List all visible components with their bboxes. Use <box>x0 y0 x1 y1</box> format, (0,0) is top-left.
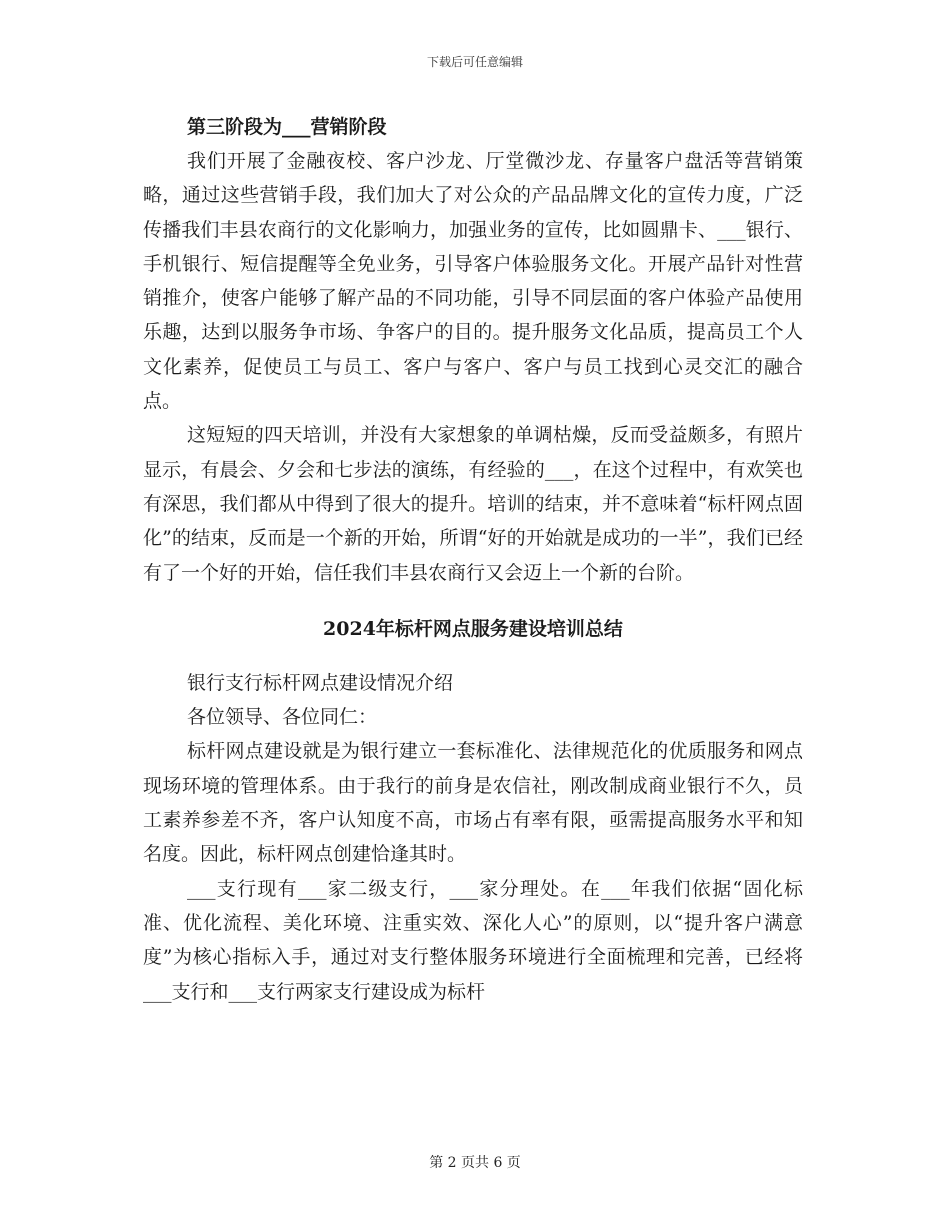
paragraph: 这短短的四天培训，并没有大家想象的单调枯燥，反而受益颇多，有照片显示，有晨会、夕会和七步法的演练，有经验的___，在这个过程中，有欢笑也有深思，我们都从中得到了很大的提升。培训的结束，并不意味着“标杆网点固化”的结束，反而是一个新的开始，所谓“好的开始就是成功的一半”，我们已经有了一个好的开始，信任我们丰县农商行又会迈上一个新的台阶。 <box>143 424 803 584</box>
paragraph: 各位领导、各位同仁： <box>187 706 378 729</box>
paragraph: 银行支行标杆网点建设情况介绍 <box>187 671 454 694</box>
document-title: 2024年标杆网点服务建设培训总结 <box>323 617 623 640</box>
section-heading: 第三阶段为___营销阶段 <box>187 116 387 138</box>
paragraph: 标杆网点建设就是为银行建立一套标准化、法律规范化的优质服务和网点现场环境的管理体系。由于我行的前身是农信社，刚改制成商业银行不久，员工素养参差不齐，客户认知度不高，市场占有率有限，亟需提高服务水平和知名度。因此，标杆网点创建恰逢其时。 <box>143 740 803 866</box>
page-footer: 第 2 页共 6 页 <box>429 1155 521 1171</box>
paragraph: ___支行现有___家二级支行，___家分理处。在___年我们依据“固化标准、优化流程、美化环境、注重实效、深化人心”的原则，以“提升客户满意度”为核心指标入手，通过对支行整体服务环境进行全面梳理和完善，已经将___支行和___支行两家支行建设成为标杆 <box>143 877 803 1003</box>
document-body <box>143 110 803 1009</box>
paragraph: 我们开展了金融夜校、客户沙龙、厅堂微沙龙、存量客户盘活等营销策略，通过这些营销手段，我们加大了对公众的产品品牌文化的宣传力度，广泛传播我们丰县农商行的文化影响力，加强业务的宣传，比如圆鼎卡、___银行、手机银行、短信提醒等全免业务，引导客户体验服务文化。开展产品针对性营销推介，使客户能够了解产品的不同功能，引导不同层面的客户体验产品使用乐趣，达到以服务争市场、争客户的目的。提升服务文化品质，提高员工个人文化素养，促使员工与员工、客户与客户、客户与员工找到心灵交汇的融合点。 <box>143 150 803 413</box>
header-note: 下载后可任意编辑 <box>426 55 523 69</box>
